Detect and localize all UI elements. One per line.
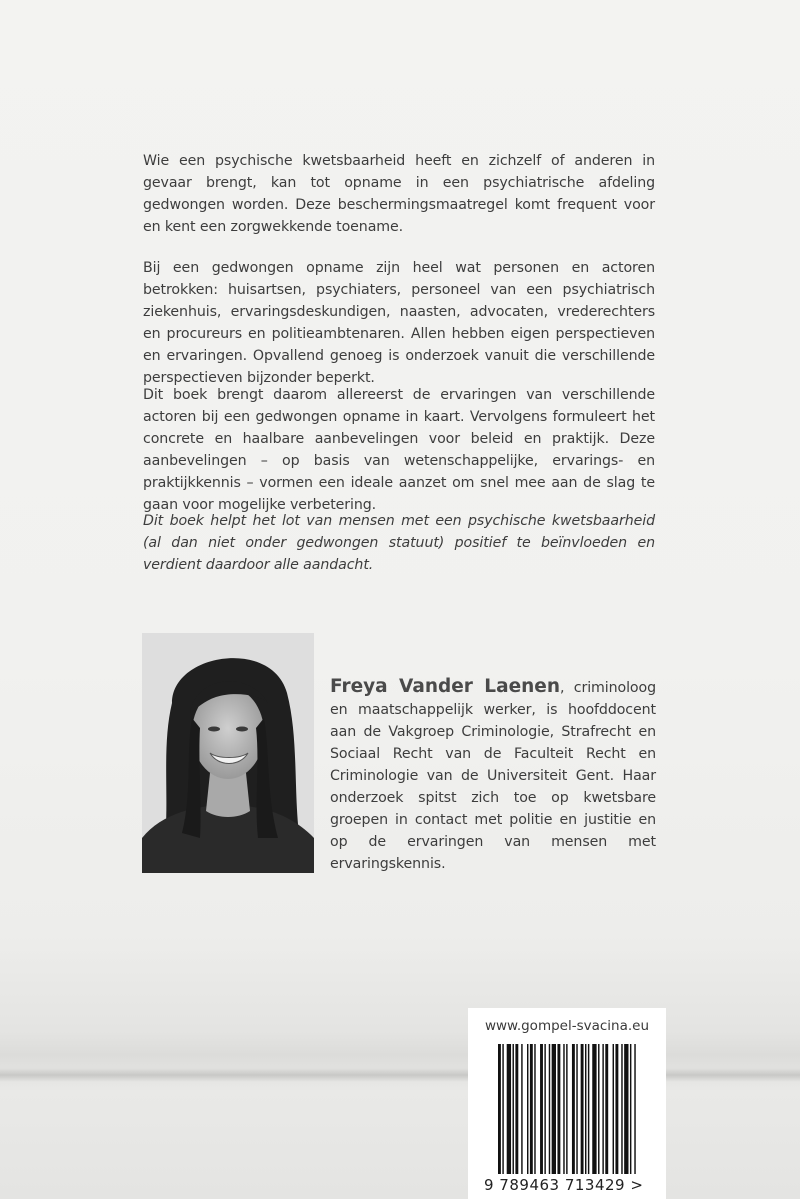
author-name: Freya Vander Laenen: [330, 676, 561, 697]
barcode-bar: [598, 1044, 599, 1174]
barcode-bar: [540, 1044, 543, 1174]
barcode-bar: [515, 1044, 518, 1174]
barcode-bar: [513, 1044, 514, 1174]
publisher-website: www.gompel-svacina.eu: [484, 1018, 650, 1034]
barcode-bar: [592, 1044, 596, 1174]
blurb-paragraph-1: Wie een psychische kwetsbaarheid heeft en zichzelf of anderen in gevaar brengt, kan tot opname in een psychiatrische afdeling gedwongen worden. Deze beschermingsmaatregel komt frequent voor en kent een zorgwekkende toename.: [143, 153, 655, 235]
barcode-bar: [502, 1044, 503, 1174]
barcode-bar: [624, 1044, 628, 1174]
barcode-bar: [544, 1044, 545, 1174]
author-photo: [142, 633, 314, 873]
barcode-bar: [576, 1044, 577, 1174]
barcode-bar: [581, 1044, 584, 1174]
barcode-bar: [552, 1044, 556, 1174]
barcode-bar: [613, 1044, 614, 1174]
blurb-paragraph-2: Bij een gedwongen opname zijn heel wat personen en actoren betrokken: huisartsen, psychiaters, personeel van een psychiatrisch ziekenhuis, ervaringsdeskundigen, naasten, advocaten, vrederechters en procureurs en politieambtenaren. Allen hebben eigen perspectieven en ervaringen. Opvallend genoeg is onderzoek vanuit die verschillende perspectieven bijzonder beperkt.: [143, 260, 655, 386]
barcode-bar: [605, 1044, 608, 1174]
barcode-bar: [521, 1044, 522, 1174]
barcode-bar: [630, 1044, 631, 1174]
barcode-box: [468, 1008, 666, 1199]
barcode-bar: [527, 1044, 528, 1174]
background-floor-line: [0, 1068, 800, 1082]
barcode-bar: [534, 1044, 535, 1174]
isbn-digits: 9 789463 713429 >: [484, 1176, 644, 1194]
barcode-bar: [507, 1044, 511, 1174]
barcode-bar: [563, 1044, 564, 1174]
author-bio: [330, 676, 656, 875]
barcode-bar: [498, 1044, 501, 1174]
barcode-bar: [549, 1044, 550, 1174]
barcode-bar: [621, 1044, 622, 1174]
blurb-closing-italic: Dit boek helpt het lot van mensen met een psychische kwetsbaarheid (al dan niet onder gedwongen statuut) positief te beïnvloeden en verdient daardoor alle aandacht.: [143, 513, 655, 573]
barcode-bar: [572, 1044, 575, 1174]
barcode-bar: [615, 1044, 618, 1174]
blurb-paragraph-3: Dit boek brengt daarom allereerst de ervaringen van verschillende actoren bij een gedwongen opname in kaart. Vervolgens formuleert het concrete en haalbare aanbevelingen voor beleid en praktijk. Deze aanbevelingen – op basis van wetenschappelijke, ervarings- en praktijkkennis – vormen een ideale aanzet om snel mee aan de slag te gaan voor mogelijke verbetering.: [143, 387, 655, 513]
barcode-bar: [566, 1044, 567, 1174]
barcode-bar: [530, 1044, 533, 1174]
barcode-bar: [602, 1044, 603, 1174]
author-bio-text: , criminoloog en maatschappelijk werker, is hoofddocent aan de Vakgroep Criminologie, Strafrecht en Sociaal Recht van de Faculteit Recht en Criminologie van de Universiteit Gent. Haar onderzoek spitst zich toe op kwetsbare groepen in contact met politie en justitie en op de ervaringen van mensen met ervaringskennis.: [330, 680, 656, 872]
barcode-bar: [557, 1044, 560, 1174]
barcode-bar: [634, 1044, 635, 1174]
barcode-bar: [585, 1044, 586, 1174]
isbn-barcode: [498, 1044, 638, 1174]
author-portrait-icon: [142, 633, 314, 873]
barcode-bar: [588, 1044, 589, 1174]
